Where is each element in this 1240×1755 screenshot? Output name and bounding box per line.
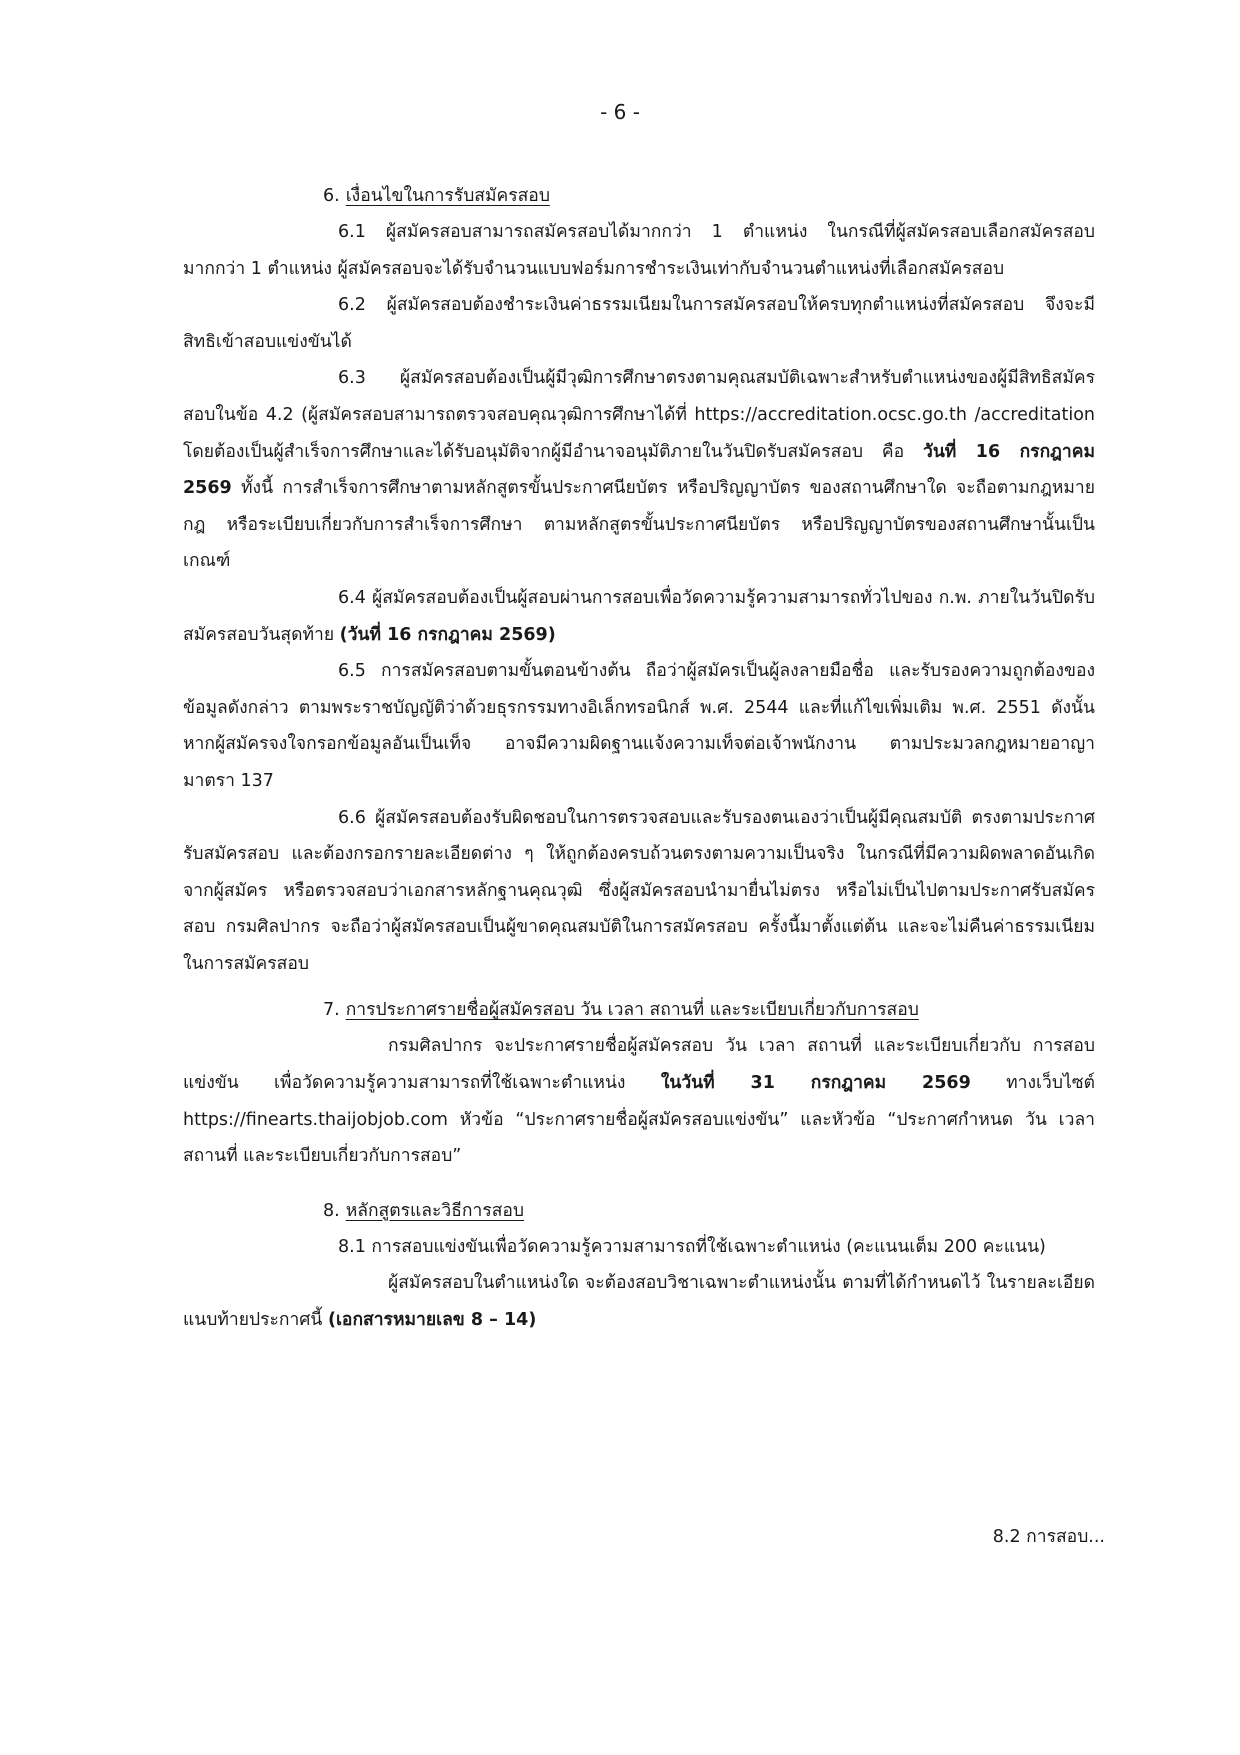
continuation-note: 8.2 การสอบ... — [992, 1527, 1105, 1547]
spacer — [183, 982, 1095, 992]
section-7-heading — [323, 992, 1095, 1028]
section-number: 7. — [323, 1000, 340, 1021]
paragraph-text: ทางเว็บไซต์ https://finearts.thaijobjob.com หัวข้อ “ประกาศรายชื่อผู้สมัครสอบแข่งขัน” และหัวข้อ “ประกาศกำหนด วัน เวลา สถานที่ และระเบียบเกี่ยวกับการสอบ” — [183, 1073, 1095, 1167]
paragraph-text: ทั้งนี้ การสำเร็จการศึกษาตามหลักสูตรขั้นประกาศนียบัตร หรือปริญญาบัตร ของสถานศึกษาใด จะถือตามกฎหมาย กฎ หรือระเบียบเกี่ยวกับการสำเร็จการศึกษา ตามหลักสูตรขั้นประกาศนียบัตร หรือปริญญาบัตรของสถานศึกษานั้นเป็นเกณฑ์ — [183, 478, 1095, 572]
document-reference: (เอกสารหมายเลข 8 – 14) — [327, 1310, 537, 1331]
page-number: - 6 - — [600, 100, 640, 124]
paragraph-6-5: 6.5 การสมัครสอบตามขั้นตอนข้างต้น ถือว่าผู้สมัครเป็นผู้ลงลายมือชื่อ และรับรองความถูกต้องของข้อมูลดังกล่าว ตามพระราชบัญญัติว่าด้วยธุรกรรมทางอิเล็กทรอนิกส์ พ.ศ. 2544 และที่แก้ไขเพิ่มเติม พ.ศ. 2551 ดังนั้น หากผู้สมัครจงใจกรอกข้อมูลอันเป็นเท็จ อาจมีความผิดฐานแจ้งความเท็จต่อเจ้าพนักงาน ตามประมวลกฎหมายอาญา มาตรา 137 — [183, 661, 1095, 791]
section-number: 6. — [323, 186, 340, 206]
paragraph-text: ผู้สมัครสอบในตำแหน่งใด จะต้องสอบวิชาเฉพาะตำแหน่งนั้น ตามที่ได้กำหนดไว้ ในรายละเอียดแนบท้ายประกาศนี้ — [183, 1273, 1095, 1331]
paragraph-6-6: 6.6 ผู้สมัครสอบต้องรับผิดชอบในการตรวจสอบและรับรองตนเองว่าเป็นผู้มีคุณสมบัติ ตรงตามประกาศรับสมัครสอบ และต้องกรอกรายละเอียดต่าง ๆ ให้ถูกต้องครบถ้วนตรงตามความเป็นจริง ในกรณีที่มีความผิดพลาดอันเกิดจากผู้สมัคร หรือตรวจสอบว่าเอกสารหลักฐานคุณวุฒิ ซึ่งผู้สมัครสอบนำมายื่นไม่ตรง หรือไม่เป็นไปตามประกาศรับสมัครสอบ กรมศิลปากร จะถือว่าผู้สมัครสอบเป็นผู้ขาดคุณสมบัติในการสมัครสอบ ครั้งนี้มาตั้งแต่ต้น และจะไม่คืนค่าธรรมเนียมในการสมัครสอบ — [183, 807, 1095, 974]
section-title: เงื่อนไขในการรับสมัครสอบ — [345, 186, 550, 206]
paragraph-6-3 — [183, 360, 1095, 580]
paragraph-text: 6.3 ผู้สมัครสอบต้องเป็นผู้มีวุฒิการศึกษาตรงตามคุณสมบัติเฉพาะสำหรับตำแหน่งของผู้มีสิทธิสมัครสอบในข้อ 4.2 (ผู้สมัครสอบสามารถตรวจสอบคุณวุฒิการศึกษาได้ที่ https://accreditation.ocsc.go.th /accreditation โดยต้องเป็นผู้สำเร็จการศึกษาและได้รับอนุมัติจากผู้มีอำนาจอนุมัติภายในวันปิดรับสมัครสอบ คือ — [183, 368, 1095, 462]
announcement-date: ในวันที่ 31 กรกฎาคม 2569 — [660, 1073, 971, 1094]
paragraph-6-2: 6.2 ผู้สมัครสอบต้องชำระเงินค่าธรรมเนียมในการสมัครสอบให้ครบทุกตำแหน่งที่สมัครสอบ จึงจะมีสิทธิเข้าสอบแข่งขันได้ — [183, 295, 1095, 352]
section-title: หลักสูตรและวิธีการสอบ — [345, 1200, 525, 1221]
section-8-heading — [323, 1193, 1095, 1229]
section-6-heading — [323, 178, 1095, 214]
paragraph-text: 6.4 ผู้สมัครสอบต้องเป็นผู้สอบผ่านการสอบเพื่อวัดความรู้ความสามารถทั่วไปของ ก.พ. ภายในวันปิดรับสมัครสอบวันสุดท้าย — [183, 587, 1095, 645]
paragraph-6-4 — [183, 580, 1095, 653]
deadline-date: (วันที่ 16 กรกฎาคม 2569) — [339, 624, 556, 645]
paragraph-8-1-detail — [183, 1265, 1095, 1338]
paragraph-text: กรมศิลปากร จะประกาศรายชื่อผู้สมัครสอบ วัน เวลา สถานที่ และระเบียบเกี่ยวกับ การสอบแข่งขัน เพื่อวัดความรู้ความสามารถที่ใช้เฉพาะตำแหน่ง — [183, 1036, 1095, 1094]
paragraph-6-1: 6.1 ผู้สมัครสอบสามารถสมัครสอบได้มากกว่า 1 ตำแหน่ง ในกรณีที่ผู้สมัครสอบเลือกสมัครสอบมากกว่า 1 ตำแหน่ง ผู้สมัครสอบจะได้รับจำนวนแบบฟอร์มการชำระเงินเท่ากับจำนวนตำแหน่งที่เลือกสมัครสอบ — [183, 222, 1095, 279]
deadline-date: วันที่ 16 กรกฎาคม 2569 — [183, 441, 1095, 499]
document-body — [183, 178, 1095, 1339]
paragraph-8-1: 8.1 การสอบแข่งขันเพื่อวัดความรู้ความสามารถที่ใช้เฉพาะตำแหน่ง (คะแนนเต็ม 200 คะแนน) — [338, 1236, 1046, 1257]
paragraph-7 — [183, 1028, 1095, 1174]
section-title: การประกาศรายชื่อผู้สมัครสอบ วัน เวลา สถานที่ และระเบียบเกี่ยวกับการสอบ — [345, 1000, 919, 1021]
spacer — [183, 1175, 1095, 1193]
section-number: 8. — [323, 1200, 340, 1221]
